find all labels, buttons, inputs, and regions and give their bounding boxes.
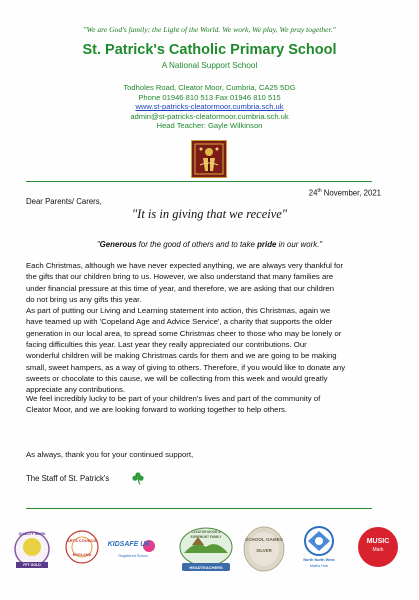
paragraph-line: sweets or chocolate to this cause, we will be collecting from this week and would greatly [26, 373, 328, 383]
arts-council-logo [62, 527, 102, 571]
paragraph-line: Cleator Moor, and we are looking forward to working together to help others. [26, 405, 288, 415]
logo-caption: Maths Hub [309, 564, 329, 568]
shamrock-icon [131, 471, 145, 485]
logo-caption: HEADTEACHERS [189, 564, 223, 570]
logo-label: QUALITY MARK [18, 532, 46, 536]
signoff: The Staff of St. Patrick's [26, 474, 110, 483]
paragraph-line: small, sweet hampers, as a way of giving to others. Therefore, if you would like to donate any [26, 362, 346, 372]
values-statement: "Generous for the good of others and to take pride in our work." [96, 240, 323, 249]
phone-line: Phone 01946 810 513 Fax 01946 810 515 [138, 92, 281, 102]
school-address-block [0, 83, 419, 131]
paragraph-community [26, 393, 398, 416]
logo-caption: SILVER [256, 548, 272, 553]
head-teacher-line: Head Teacher: Gayle Wilkinson [156, 121, 263, 131]
paragraph-line: appreciate any contributions. [26, 385, 126, 395]
logo-caption: Registered School [118, 554, 148, 558]
logo-caption: FFT GOLD [23, 563, 41, 567]
quality-mark-logo [12, 529, 52, 569]
accreditation-logos [10, 519, 409, 581]
paragraph-line: facing difficulties this year. Last year they really appreciated our contributions. Our [26, 340, 307, 350]
logo-caption: Mark [372, 547, 384, 553]
logo-label: KIDSAFE UK [107, 541, 151, 548]
maths-hub-logo [294, 523, 344, 575]
paragraph-line: As part of putting our Living and Learning statement into action, this Christmas, again we [26, 306, 331, 316]
logo-label: SCHOOL GAMES [245, 537, 283, 542]
kidsafe-logo [104, 537, 162, 563]
headteachers-logo [178, 525, 234, 573]
letter-quote: "It is in giving that we receive" [131, 207, 288, 221]
paragraph-main [26, 260, 398, 396]
footer-divider [26, 508, 372, 509]
paragraph-line: the gifts that our children bring to us. However, we also understand that many families are [26, 272, 334, 282]
logo-caption: ENGLAND [72, 553, 92, 557]
paragraph-line: under financial pressure at this time of year, and therefore, we are asking that our children [26, 283, 335, 293]
school-games-logo [242, 525, 286, 573]
logo-label: CLEATOR MOOR & EGREMONT FAMILY [190, 530, 222, 539]
address-line: Todholes Road, Cleator Moor, Cumbria, CA25 5DG [123, 83, 296, 92]
logo-label: MUSIC [366, 538, 390, 545]
closing-text: As always, thank you for your continued support, [26, 450, 194, 459]
closing-line [26, 449, 398, 460]
logo-label: ARTS COUNCIL [66, 538, 98, 543]
paragraph-line: do not bring us any gifts this year. [26, 294, 142, 304]
music-mark-logo [356, 523, 400, 577]
website-link[interactable]: www.st-patricks-cleatormoor.cumbria.sch.uk [135, 102, 284, 112]
paragraph-line: We feel incredibly lucky to be part of your children's lives and part of the community of [26, 394, 321, 403]
paragraph-line: generation in our local area, to spread some Christmas cheer to those who may be lonely or [26, 328, 342, 338]
letter-date: 24th November, 2021 [308, 188, 381, 198]
school-crest-icon [191, 140, 227, 178]
paragraph-line: Each Christmas, although we have never expected anything, we are always very thankful for [26, 261, 344, 270]
letter-greeting: Dear Parents/ Carers, [26, 197, 102, 206]
school-name: St. Patrick's Catholic Primary School [82, 42, 337, 58]
email-line: admin@st-patricks-cleatormoor.cumbria.sch.uk [130, 111, 289, 121]
header-divider [26, 181, 372, 182]
paragraph-line: have teamed up with 'Copeland Age and Advice Service', a charity that supports the older [26, 317, 333, 327]
school-motto: "We are God's family; the Light of the World. We work, We play, We pray together." [83, 25, 336, 34]
school-subtitle: A National Support School [161, 61, 258, 70]
logo-label: North North West [303, 558, 335, 562]
paragraph-line: wonderful children will be making Christmas cards for them and we are going to be making [26, 351, 337, 361]
